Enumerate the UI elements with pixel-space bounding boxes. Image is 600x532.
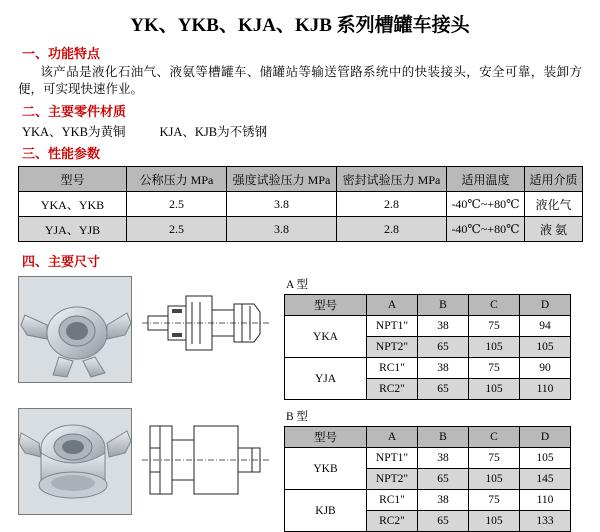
- dimension-table-a: [284, 294, 571, 400]
- table-cell: 65: [418, 379, 469, 400]
- column-header: 适用介质: [525, 167, 583, 192]
- dimension-table-b-wrapper: [284, 408, 571, 532]
- table-cell: YJA、YJB: [19, 217, 127, 242]
- section-heading-features: 一、功能特点: [22, 46, 101, 61]
- performance-table-wrapper: [18, 166, 582, 242]
- table-cell: 38: [418, 358, 469, 379]
- column-header: 密封试验压力 MPa: [337, 167, 447, 192]
- material-right: KJA、KJB为不锈钢: [159, 125, 268, 139]
- material-line: [22, 122, 600, 140]
- column-header: D: [520, 427, 571, 448]
- table-row: [285, 490, 571, 511]
- table-cell: 75: [469, 448, 520, 469]
- table-cell: 38: [418, 490, 469, 511]
- section-heading-dimensions: 四、主要尺寸: [22, 254, 101, 269]
- performance-table: [18, 166, 583, 242]
- table-cell: 液化气: [525, 192, 583, 217]
- column-header: 型号: [285, 295, 367, 316]
- row-model: YJA: [285, 358, 367, 400]
- section-heading-performance: 三、性能参数: [22, 146, 101, 161]
- coupling-photo-type-a: [18, 276, 132, 383]
- table-cell: 75: [469, 490, 520, 511]
- column-header: 强度试验压力 MPa: [227, 167, 337, 192]
- row-model: YKA: [285, 316, 367, 358]
- table-cell: 105: [469, 337, 520, 358]
- table-cell: 2.8: [337, 217, 447, 242]
- table-row: [285, 316, 571, 337]
- column-header: C: [469, 427, 520, 448]
- column-header: B: [418, 295, 469, 316]
- table-cell: RC2": [367, 511, 418, 532]
- table-cell: RC1": [367, 490, 418, 511]
- page-title: YK、YKB、KJA、KJB 系列槽罐车接头: [130, 15, 470, 36]
- dimension-block-b: [18, 408, 600, 532]
- table-cell: 2.5: [127, 192, 227, 217]
- table-header-row: [285, 295, 571, 316]
- table-cell: 65: [418, 337, 469, 358]
- column-header: D: [520, 295, 571, 316]
- table-cell: 65: [418, 469, 469, 490]
- column-header: C: [469, 295, 520, 316]
- section-heading-material: 二、主要零件材质: [22, 104, 127, 119]
- dimension-table-a-wrapper: [284, 276, 571, 400]
- table-cell: 105: [469, 511, 520, 532]
- table-cell: 38: [418, 316, 469, 337]
- table-cell: 94: [520, 316, 571, 337]
- column-header: 型号: [19, 167, 127, 192]
- table-header-row: [19, 167, 583, 192]
- table-cell: NPT1": [367, 448, 418, 469]
- table-cell: 105: [520, 337, 571, 358]
- table-cell: 110: [520, 490, 571, 511]
- table-cell: -40℃~+80℃: [447, 217, 525, 242]
- table-cell: 3.8: [227, 217, 337, 242]
- table-cell: 145: [520, 469, 571, 490]
- table-cell: RC1": [367, 358, 418, 379]
- table-header-row: [285, 427, 571, 448]
- material-left: YKA、YKB为黄铜: [22, 125, 126, 139]
- table-cell: 105: [520, 448, 571, 469]
- table-cell: NPT1": [367, 316, 418, 337]
- table-cell: 2.8: [337, 192, 447, 217]
- dimension-table-a-label: A 型: [286, 279, 309, 291]
- table-cell: 75: [469, 358, 520, 379]
- table-cell: 38: [418, 448, 469, 469]
- features-paragraph: [18, 64, 582, 98]
- coupling-line-drawing-type-a: [142, 276, 270, 381]
- coupling-photo-type-b: [18, 408, 132, 515]
- table-cell: 75: [469, 316, 520, 337]
- dimension-block-a: [18, 276, 600, 400]
- features-text: 该产品是液化石油气、液氨等槽罐车、储罐站等输送管路系统中的快装接头，安全可靠，装卸方便，可实现快速作业。: [18, 65, 582, 96]
- document-page: [0, 10, 600, 526]
- row-model: YKB: [285, 448, 367, 490]
- table-cell: YKA、YKB: [19, 192, 127, 217]
- column-header: 型号: [285, 427, 367, 448]
- table-row: [19, 192, 583, 217]
- column-header: 公称压力 MPa: [127, 167, 227, 192]
- table-cell: 3.8: [227, 192, 337, 217]
- table-row: [285, 358, 571, 379]
- table-cell: -40℃~+80℃: [447, 192, 525, 217]
- dimension-table-b-label: B 型: [286, 411, 309, 423]
- table-cell: 90: [520, 358, 571, 379]
- table-cell: 133: [520, 511, 571, 532]
- table-row: [19, 217, 583, 242]
- table-row: [285, 448, 571, 469]
- table-cell: 2.5: [127, 217, 227, 242]
- table-cell: 65: [418, 511, 469, 532]
- column-header: A: [367, 295, 418, 316]
- column-header: A: [367, 427, 418, 448]
- table-cell: 液 氨: [525, 217, 583, 242]
- dimension-table-b: [284, 426, 571, 532]
- column-header: 适用温度: [447, 167, 525, 192]
- table-cell: 110: [520, 379, 571, 400]
- table-cell: RC2": [367, 379, 418, 400]
- column-header: B: [418, 427, 469, 448]
- row-model: KJB: [285, 490, 367, 532]
- dimension-blocks: [18, 276, 600, 532]
- table-cell: NPT2": [367, 469, 418, 490]
- coupling-line-drawing-type-b: [142, 408, 270, 513]
- table-cell: 105: [469, 379, 520, 400]
- table-cell: NPT2": [367, 337, 418, 358]
- table-cell: 105: [469, 469, 520, 490]
